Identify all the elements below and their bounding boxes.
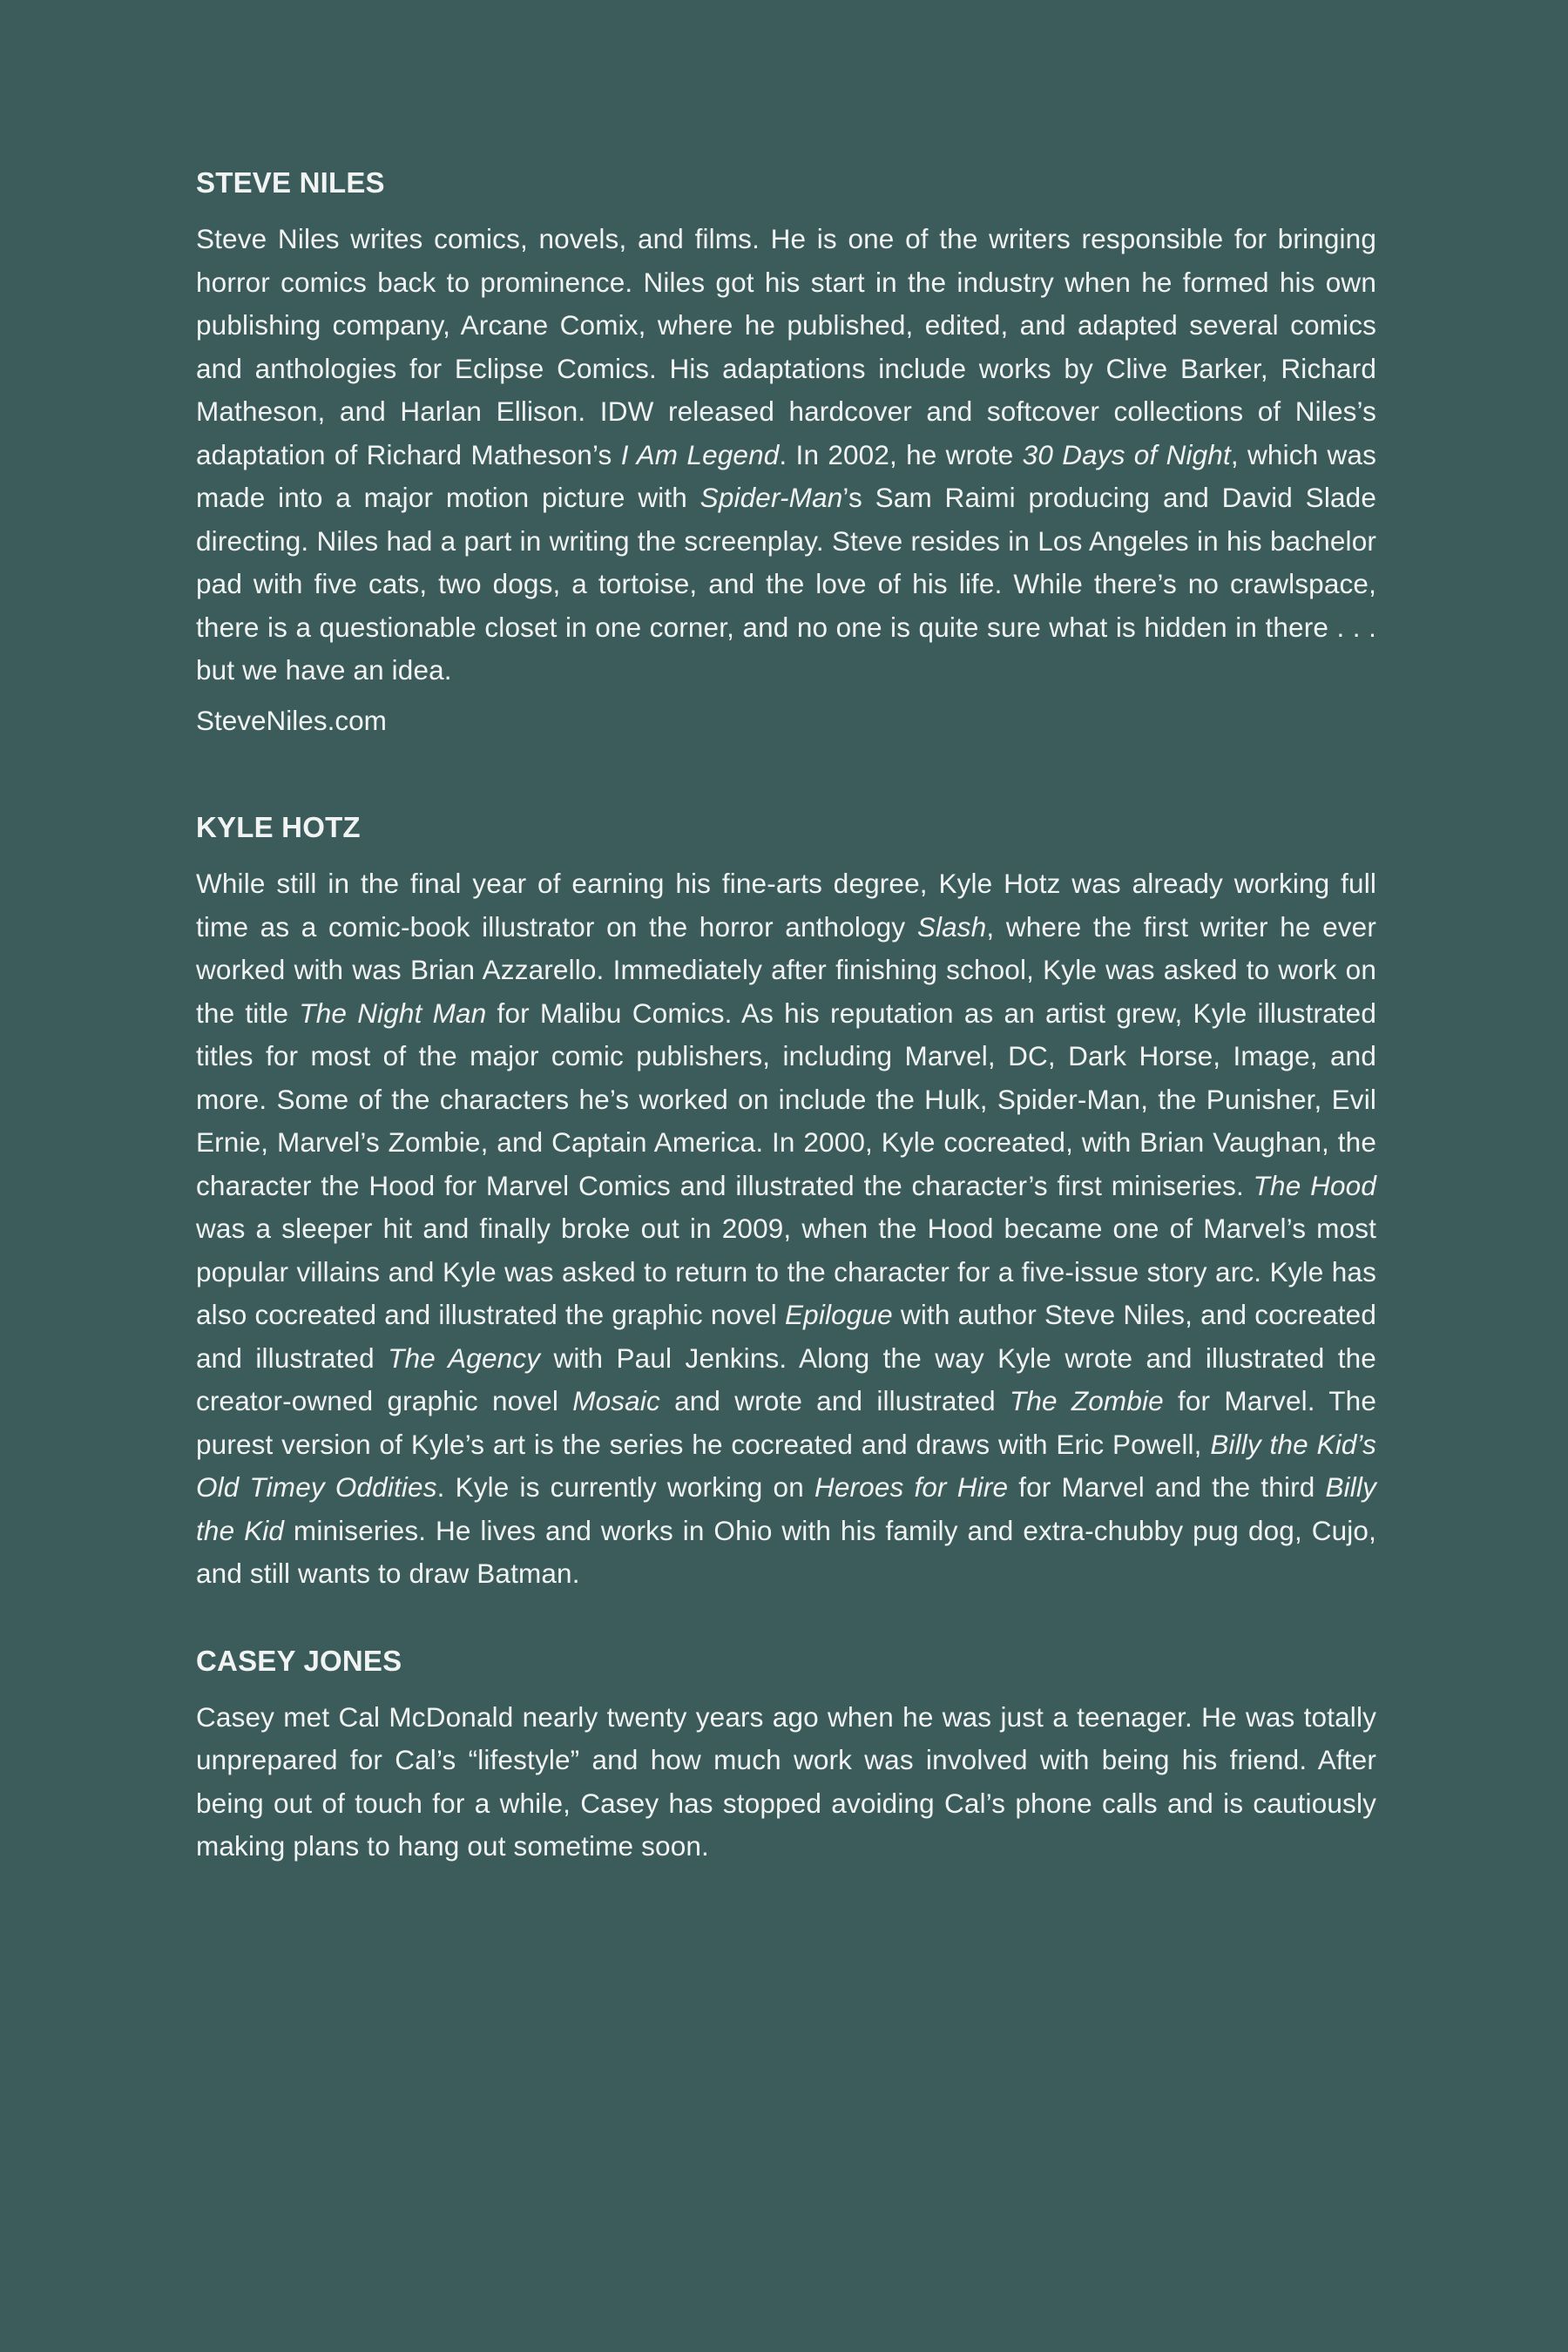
- bio-text-kyle-hotz: [196, 862, 1376, 1596]
- book-title-the-agency: The Agency: [388, 1342, 541, 1374]
- bio-text-segment: , where the first writer he ever worked with was Brian Azzarello. Immediately after finishing school, Kyle was asked to work on the title: [196, 910, 1376, 1029]
- book-title-heroes-for-hire: Heroes for Hire: [814, 1471, 1009, 1503]
- bio-text-segment: miniseries. He lives and works in Ohio with his family and extra-chubby pug dog, Cujo, and still wants to draw Batman.: [196, 1514, 1376, 1589]
- book-title-the-zombie: The Zombie: [1009, 1385, 1164, 1416]
- bio-text-segment: for Marvel and the third: [1008, 1471, 1326, 1503]
- bio-text-segment: While still in the final year of earning his fine-arts degree, Kyle Hotz was already working full time as a comic-book illustrator on the horror anthology: [196, 868, 1376, 943]
- bio-casey-jones: [196, 1642, 1376, 1869]
- bio-text-casey-jones: Casey met Cal McDonald nearly twenty years ago when he was just a teenager. He was totally unprepared for Cal’s “lifestyle” and how much work was involved with being his friend. After being out of touch for a while, Casey has stopped avoiding Cal’s phone calls and is cautiously making plans to hang out sometime soon.: [196, 1700, 1376, 1862]
- bio-text-segment: . Kyle is currently working on: [436, 1471, 814, 1503]
- author-bios-page: [196, 164, 1376, 1869]
- book-title-mosaic: Mosaic: [572, 1385, 660, 1416]
- bio-name-steve-niles: STEVE NILES: [196, 166, 385, 199]
- book-title-billy-the-kid: Billy the Kid: [196, 1471, 1377, 1546]
- website-link[interactable]: SteveNiles.com: [196, 704, 387, 736]
- bio-text-segment: for Malibu Comics. As his reputation as an artist grew, Kyle illustrated titles for most of the major comic publishers, including Marvel, DC, Dark Horse, Image, and more. Some of the characters he’s worked on include the Hulk, Spider-Man, the Punisher, Evil Ernie, Marvel’s Zombie, and Captain America. In 2000, Kyle cocreated, with Brian Vaughan, the character the Hood for Marvel Comics and illustrated the character’s first miniseries.: [196, 997, 1377, 1201]
- bio-text-steve-niles: [196, 218, 1376, 693]
- book-title-billy-the-kids-old-timey-oddities: Billy the Kid’s Old Timey Oddities: [196, 1428, 1376, 1503]
- bio-text-segment: . In 2002, he wrote: [779, 438, 1023, 470]
- film-title-spider-man: Spider-Man: [700, 482, 843, 513]
- bio-text-segment: and wrote and illustrated: [659, 1385, 1010, 1416]
- bio-text-segment: with author Steve Niles, and cocreated and illustrated: [196, 1299, 1376, 1374]
- bio-name-casey-jones: CASEY JONES: [196, 1644, 402, 1677]
- bio-text-segment: with Paul Jenkins. Along the way Kyle wrote and illustrated the creator-owned graphic novel: [196, 1342, 1376, 1416]
- book-title-the-night-man: The Night Man: [299, 997, 487, 1029]
- bio-text-segment: Steve Niles writes comics, novels, and films. He is one of the writers responsible for bringing horror comics back to prominence. Niles got his start in the industry when he formed his own publishing company, Arcane Comix, where he published, edited, and adapted several comics and anthologies for Eclipse Comics. His adaptations include works by Clive Barker, Richard Matheson, and Harlan Ellison. IDW released hardcover and softcover collections of Niles’s adaptation of Richard Matheson’s: [196, 223, 1376, 470]
- bio-kyle-hotz: [196, 808, 1376, 1596]
- book-title-slash: Slash: [916, 910, 987, 943]
- bio-text-segment: for Marvel. The purest version of Kyle’s art is the series he cocreated and draws with Eric Powell,: [196, 1385, 1376, 1460]
- bio-text-segment: was a sleeper hit and finally broke out in 2009, when the Hood became one of Marvel’s most popular villains and Kyle was asked to return to the character for a five-issue story arc. Kyle has also cocreated and illustrated the graphic novel: [196, 1213, 1376, 1330]
- book-title-epilogue: Epilogue: [785, 1299, 893, 1330]
- bio-steve-niles: [196, 164, 1376, 742]
- bio-name-kyle-hotz: KYLE HOTZ: [196, 811, 361, 843]
- book-title-i-am-legend: I Am Legend: [620, 438, 780, 470]
- book-title-the-hood: The Hood: [1253, 1169, 1376, 1201]
- bio-text-segment: , which was made into a major motion picture with: [196, 438, 1376, 513]
- bio-text-segment: ’s Sam Raimi producing and David Slade directing. Niles had a part in writing the screenplay. Steve resides in Los Angeles in his bachelor pad with five cats, two dogs, a tortoise, and the love of his life. While there’s no crawlspace, there is a questionable closet in one corner, and no one is quite sure what is hidden in there . . . but we have an idea.: [196, 482, 1376, 686]
- book-title-30-days-of-night: 30 Days of Night: [1022, 438, 1231, 470]
